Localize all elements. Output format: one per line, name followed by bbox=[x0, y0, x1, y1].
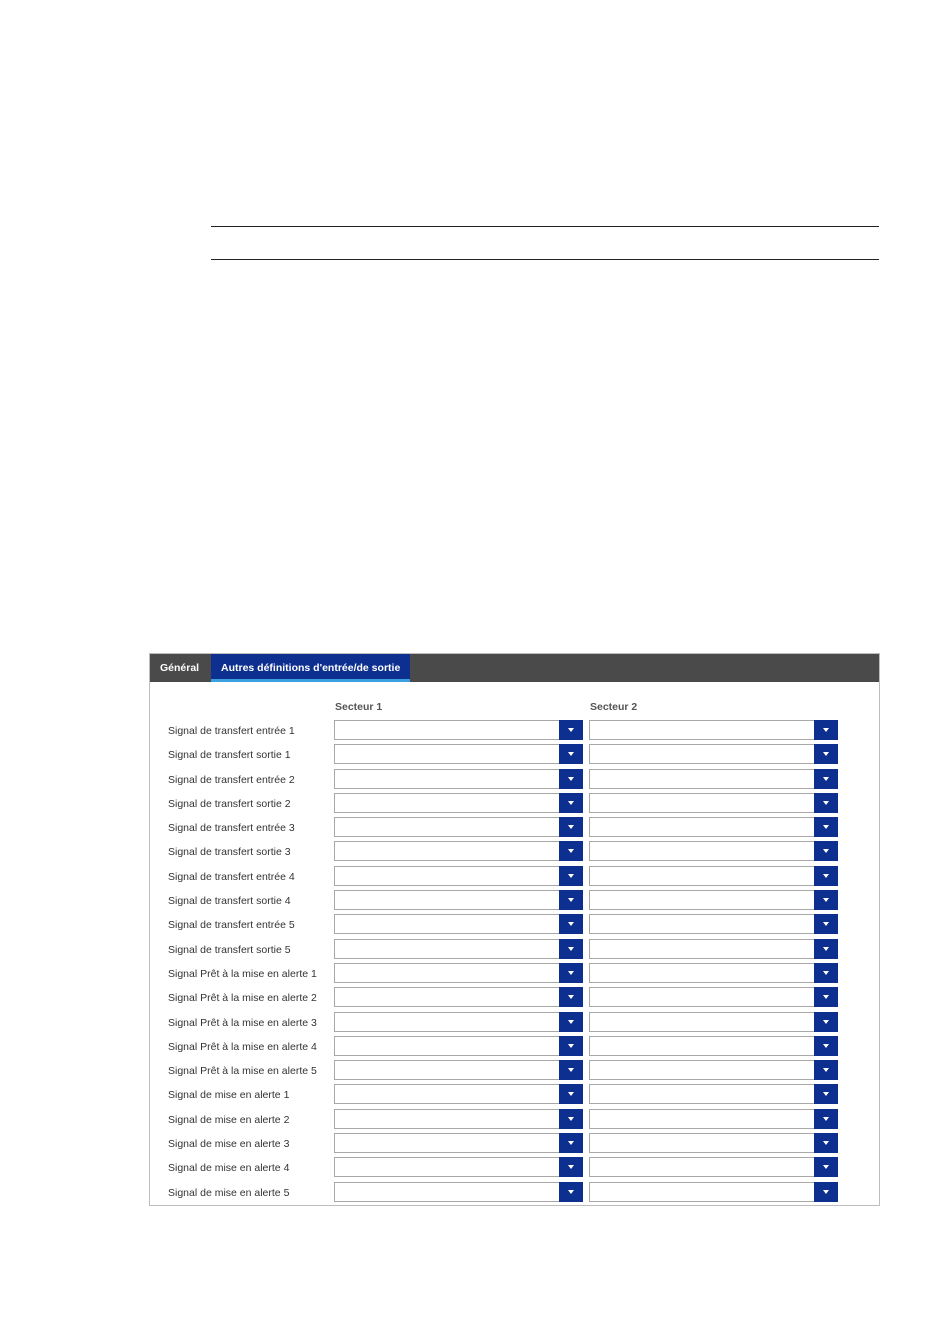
dropdown-button[interactable] bbox=[814, 744, 838, 764]
chevron-down-icon bbox=[823, 752, 829, 756]
dropdown-button[interactable] bbox=[559, 939, 583, 959]
signal-label: Signal de mise en alerte 5 bbox=[168, 1186, 290, 1199]
signal-label: Signal de transfert entrée 5 bbox=[168, 919, 295, 932]
sector-1-select[interactable] bbox=[334, 744, 583, 764]
chevron-down-icon bbox=[568, 801, 574, 805]
chevron-down-icon bbox=[823, 1165, 829, 1169]
sector-1-select[interactable] bbox=[334, 1157, 583, 1177]
signal-label: Signal de transfert entrée 2 bbox=[168, 773, 295, 786]
signal-row bbox=[150, 890, 879, 914]
signal-row bbox=[150, 1084, 879, 1108]
sector-1-select[interactable] bbox=[334, 866, 583, 886]
dropdown-button[interactable] bbox=[559, 1157, 583, 1177]
chevron-down-icon bbox=[568, 777, 574, 781]
dropdown-button[interactable] bbox=[814, 987, 838, 1007]
chevron-down-icon bbox=[823, 1190, 829, 1194]
signal-label: Signal Prêt à la mise en alerte 4 bbox=[168, 1040, 317, 1053]
chevron-down-icon bbox=[823, 1044, 829, 1048]
sector-1-select[interactable] bbox=[334, 769, 583, 789]
sector-2-select[interactable] bbox=[589, 841, 838, 861]
dropdown-button[interactable] bbox=[559, 890, 583, 910]
sector-1-select[interactable] bbox=[334, 890, 583, 910]
chevron-down-icon bbox=[823, 874, 829, 878]
dropdown-button[interactable] bbox=[814, 1036, 838, 1056]
sector-2-select[interactable] bbox=[589, 1109, 838, 1129]
signal-row bbox=[150, 769, 879, 793]
sector-1-select[interactable] bbox=[334, 914, 583, 934]
chevron-down-icon bbox=[568, 728, 574, 732]
signal-row bbox=[150, 1133, 879, 1157]
signal-row bbox=[150, 1036, 879, 1060]
dropdown-button[interactable] bbox=[814, 890, 838, 910]
sector-2-select[interactable] bbox=[589, 720, 838, 740]
dropdown-button[interactable] bbox=[559, 914, 583, 934]
signal-label: Signal de mise en alerte 4 bbox=[168, 1162, 290, 1175]
signal-label: Signal de transfert entrée 3 bbox=[168, 822, 295, 835]
column-header-sector-2: Secteur 2 bbox=[590, 701, 638, 713]
signal-label: Signal de transfert sortie 4 bbox=[168, 895, 291, 908]
divider-bottom bbox=[211, 259, 879, 260]
signal-row bbox=[150, 939, 879, 963]
dropdown-button[interactable] bbox=[559, 1133, 583, 1153]
dropdown-button[interactable] bbox=[814, 1109, 838, 1129]
dropdown-button[interactable] bbox=[559, 1109, 583, 1129]
sector-1-select[interactable] bbox=[334, 1012, 583, 1032]
sector-2-select[interactable] bbox=[589, 939, 838, 959]
chevron-down-icon bbox=[568, 1044, 574, 1048]
sector-1-select[interactable] bbox=[334, 1133, 583, 1153]
chevron-down-icon bbox=[823, 995, 829, 999]
chevron-down-icon bbox=[568, 1190, 574, 1194]
dropdown-button[interactable] bbox=[814, 1012, 838, 1032]
chevron-down-icon bbox=[568, 898, 574, 902]
signal-row bbox=[150, 1109, 879, 1133]
sector-2-select[interactable] bbox=[589, 866, 838, 886]
sector-1-select[interactable] bbox=[334, 939, 583, 959]
dropdown-button[interactable] bbox=[559, 744, 583, 764]
chevron-down-icon bbox=[568, 1165, 574, 1169]
signal-row bbox=[150, 1012, 879, 1036]
chevron-down-icon bbox=[823, 1117, 829, 1121]
sector-1-select[interactable] bbox=[334, 1109, 583, 1129]
signal-row bbox=[150, 793, 879, 817]
sector-2-select[interactable] bbox=[589, 1157, 838, 1177]
chevron-down-icon bbox=[823, 801, 829, 805]
signal-row bbox=[150, 1182, 879, 1206]
chevron-down-icon bbox=[568, 1020, 574, 1024]
tab-general[interactable]: Général bbox=[160, 662, 200, 674]
chevron-down-icon bbox=[823, 777, 829, 781]
dropdown-button[interactable] bbox=[559, 817, 583, 837]
dropdown-button[interactable] bbox=[559, 769, 583, 789]
signal-label: Signal de transfert sortie 3 bbox=[168, 846, 291, 859]
chevron-down-icon bbox=[823, 825, 829, 829]
chevron-down-icon bbox=[823, 849, 829, 853]
signal-row bbox=[150, 817, 879, 841]
dropdown-button[interactable] bbox=[559, 1012, 583, 1032]
dropdown-button[interactable] bbox=[559, 1182, 583, 1202]
chevron-down-icon bbox=[568, 971, 574, 975]
signal-row bbox=[150, 963, 879, 987]
chevron-down-icon bbox=[568, 825, 574, 829]
chevron-down-icon bbox=[568, 874, 574, 878]
chevron-down-icon bbox=[568, 1141, 574, 1145]
dropdown-button[interactable] bbox=[559, 1060, 583, 1080]
signal-row bbox=[150, 720, 879, 744]
sector-1-select[interactable] bbox=[334, 1084, 583, 1104]
chevron-down-icon bbox=[823, 947, 829, 951]
chevron-down-icon bbox=[568, 947, 574, 951]
sector-2-select[interactable] bbox=[589, 1012, 838, 1032]
signal-rows bbox=[150, 720, 879, 1206]
dropdown-button[interactable] bbox=[814, 841, 838, 861]
sector-2-select[interactable] bbox=[589, 963, 838, 983]
chevron-down-icon bbox=[568, 1117, 574, 1121]
signal-row bbox=[150, 914, 879, 938]
dropdown-button[interactable] bbox=[814, 1060, 838, 1080]
sector-2-select[interactable] bbox=[589, 987, 838, 1007]
chevron-down-icon bbox=[568, 1068, 574, 1072]
signal-label: Signal de transfert sortie 1 bbox=[168, 749, 291, 762]
chevron-down-icon bbox=[823, 898, 829, 902]
signal-label: Signal de transfert entrée 4 bbox=[168, 870, 295, 883]
dropdown-button[interactable] bbox=[559, 720, 583, 740]
signal-label: Signal de mise en alerte 3 bbox=[168, 1138, 290, 1151]
chevron-down-icon bbox=[568, 1092, 574, 1096]
signal-label: Signal Prêt à la mise en alerte 3 bbox=[168, 1016, 317, 1029]
dropdown-button[interactable] bbox=[814, 1157, 838, 1177]
chevron-down-icon bbox=[823, 1092, 829, 1096]
sector-2-select[interactable] bbox=[589, 1084, 838, 1104]
dropdown-button[interactable] bbox=[559, 1036, 583, 1056]
sector-2-select[interactable] bbox=[589, 817, 838, 837]
signal-label: Signal de transfert sortie 5 bbox=[168, 943, 291, 956]
signal-label: Signal de mise en alerte 1 bbox=[168, 1089, 290, 1102]
sector-1-select[interactable] bbox=[334, 987, 583, 1007]
column-header-sector-1: Secteur 1 bbox=[335, 701, 383, 713]
sector-2-select[interactable] bbox=[589, 1060, 838, 1080]
tab-other-io-definitions[interactable]: Autres définitions d'entrée/de sortie bbox=[211, 654, 410, 682]
chevron-down-icon bbox=[568, 995, 574, 999]
signal-label: Signal de mise en alerte 2 bbox=[168, 1113, 290, 1126]
sector-2-select[interactable] bbox=[589, 1182, 838, 1202]
chevron-down-icon bbox=[823, 728, 829, 732]
divider-top bbox=[211, 226, 879, 227]
signal-row bbox=[150, 841, 879, 865]
sector-1-select[interactable] bbox=[334, 1036, 583, 1056]
dropdown-button[interactable] bbox=[814, 1084, 838, 1104]
dropdown-button[interactable] bbox=[559, 963, 583, 983]
signal-label: Signal de transfert entrée 1 bbox=[168, 725, 295, 737]
dropdown-button[interactable] bbox=[559, 841, 583, 861]
dropdown-button[interactable] bbox=[559, 987, 583, 1007]
sector-2-select[interactable] bbox=[589, 890, 838, 910]
chevron-down-icon bbox=[823, 971, 829, 975]
dropdown-button[interactable] bbox=[814, 914, 838, 934]
sector-1-select[interactable] bbox=[334, 720, 583, 740]
dropdown-button[interactable] bbox=[814, 1182, 838, 1202]
signal-row bbox=[150, 987, 879, 1011]
sector-1-select[interactable] bbox=[334, 817, 583, 837]
chevron-down-icon bbox=[568, 922, 574, 926]
sector-1-select[interactable] bbox=[334, 841, 583, 861]
dropdown-button[interactable] bbox=[814, 817, 838, 837]
sector-2-select[interactable] bbox=[589, 914, 838, 934]
chevron-down-icon bbox=[823, 1068, 829, 1072]
signal-row bbox=[150, 866, 879, 890]
signal-row bbox=[150, 744, 879, 768]
signal-label: Signal Prêt à la mise en alerte 1 bbox=[168, 967, 317, 980]
chevron-down-icon bbox=[823, 1020, 829, 1024]
dropdown-button[interactable] bbox=[559, 793, 583, 813]
signal-row bbox=[150, 1157, 879, 1181]
chevron-down-icon bbox=[823, 1141, 829, 1145]
chevron-down-icon bbox=[823, 922, 829, 926]
sector-2-select[interactable] bbox=[589, 744, 838, 764]
dropdown-button[interactable] bbox=[814, 939, 838, 959]
dropdown-button[interactable] bbox=[814, 769, 838, 789]
dropdown-button[interactable] bbox=[559, 866, 583, 886]
sector-2-select[interactable] bbox=[589, 1133, 838, 1153]
sector-1-select[interactable] bbox=[334, 793, 583, 813]
sector-1-select[interactable] bbox=[334, 963, 583, 983]
sector-2-select[interactable] bbox=[589, 769, 838, 789]
sector-1-select[interactable] bbox=[334, 1182, 583, 1202]
dropdown-button[interactable] bbox=[814, 1133, 838, 1153]
chevron-down-icon bbox=[568, 752, 574, 756]
dropdown-button[interactable] bbox=[814, 963, 838, 983]
dropdown-button[interactable] bbox=[559, 1084, 583, 1104]
sector-1-select[interactable] bbox=[334, 1060, 583, 1080]
io-definitions-panel bbox=[149, 653, 880, 1206]
sector-2-select[interactable] bbox=[589, 1036, 838, 1056]
dropdown-button[interactable] bbox=[814, 866, 838, 886]
signal-label: Signal de transfert sortie 2 bbox=[168, 797, 291, 810]
chevron-down-icon bbox=[568, 849, 574, 853]
signal-row bbox=[150, 1060, 879, 1084]
signal-label: Signal Prêt à la mise en alerte 5 bbox=[168, 1065, 317, 1078]
signal-label: Signal Prêt à la mise en alerte 2 bbox=[168, 992, 317, 1005]
dropdown-button[interactable] bbox=[814, 720, 838, 740]
dropdown-button[interactable] bbox=[814, 793, 838, 813]
tab-bar bbox=[150, 654, 879, 682]
sector-2-select[interactable] bbox=[589, 793, 838, 813]
